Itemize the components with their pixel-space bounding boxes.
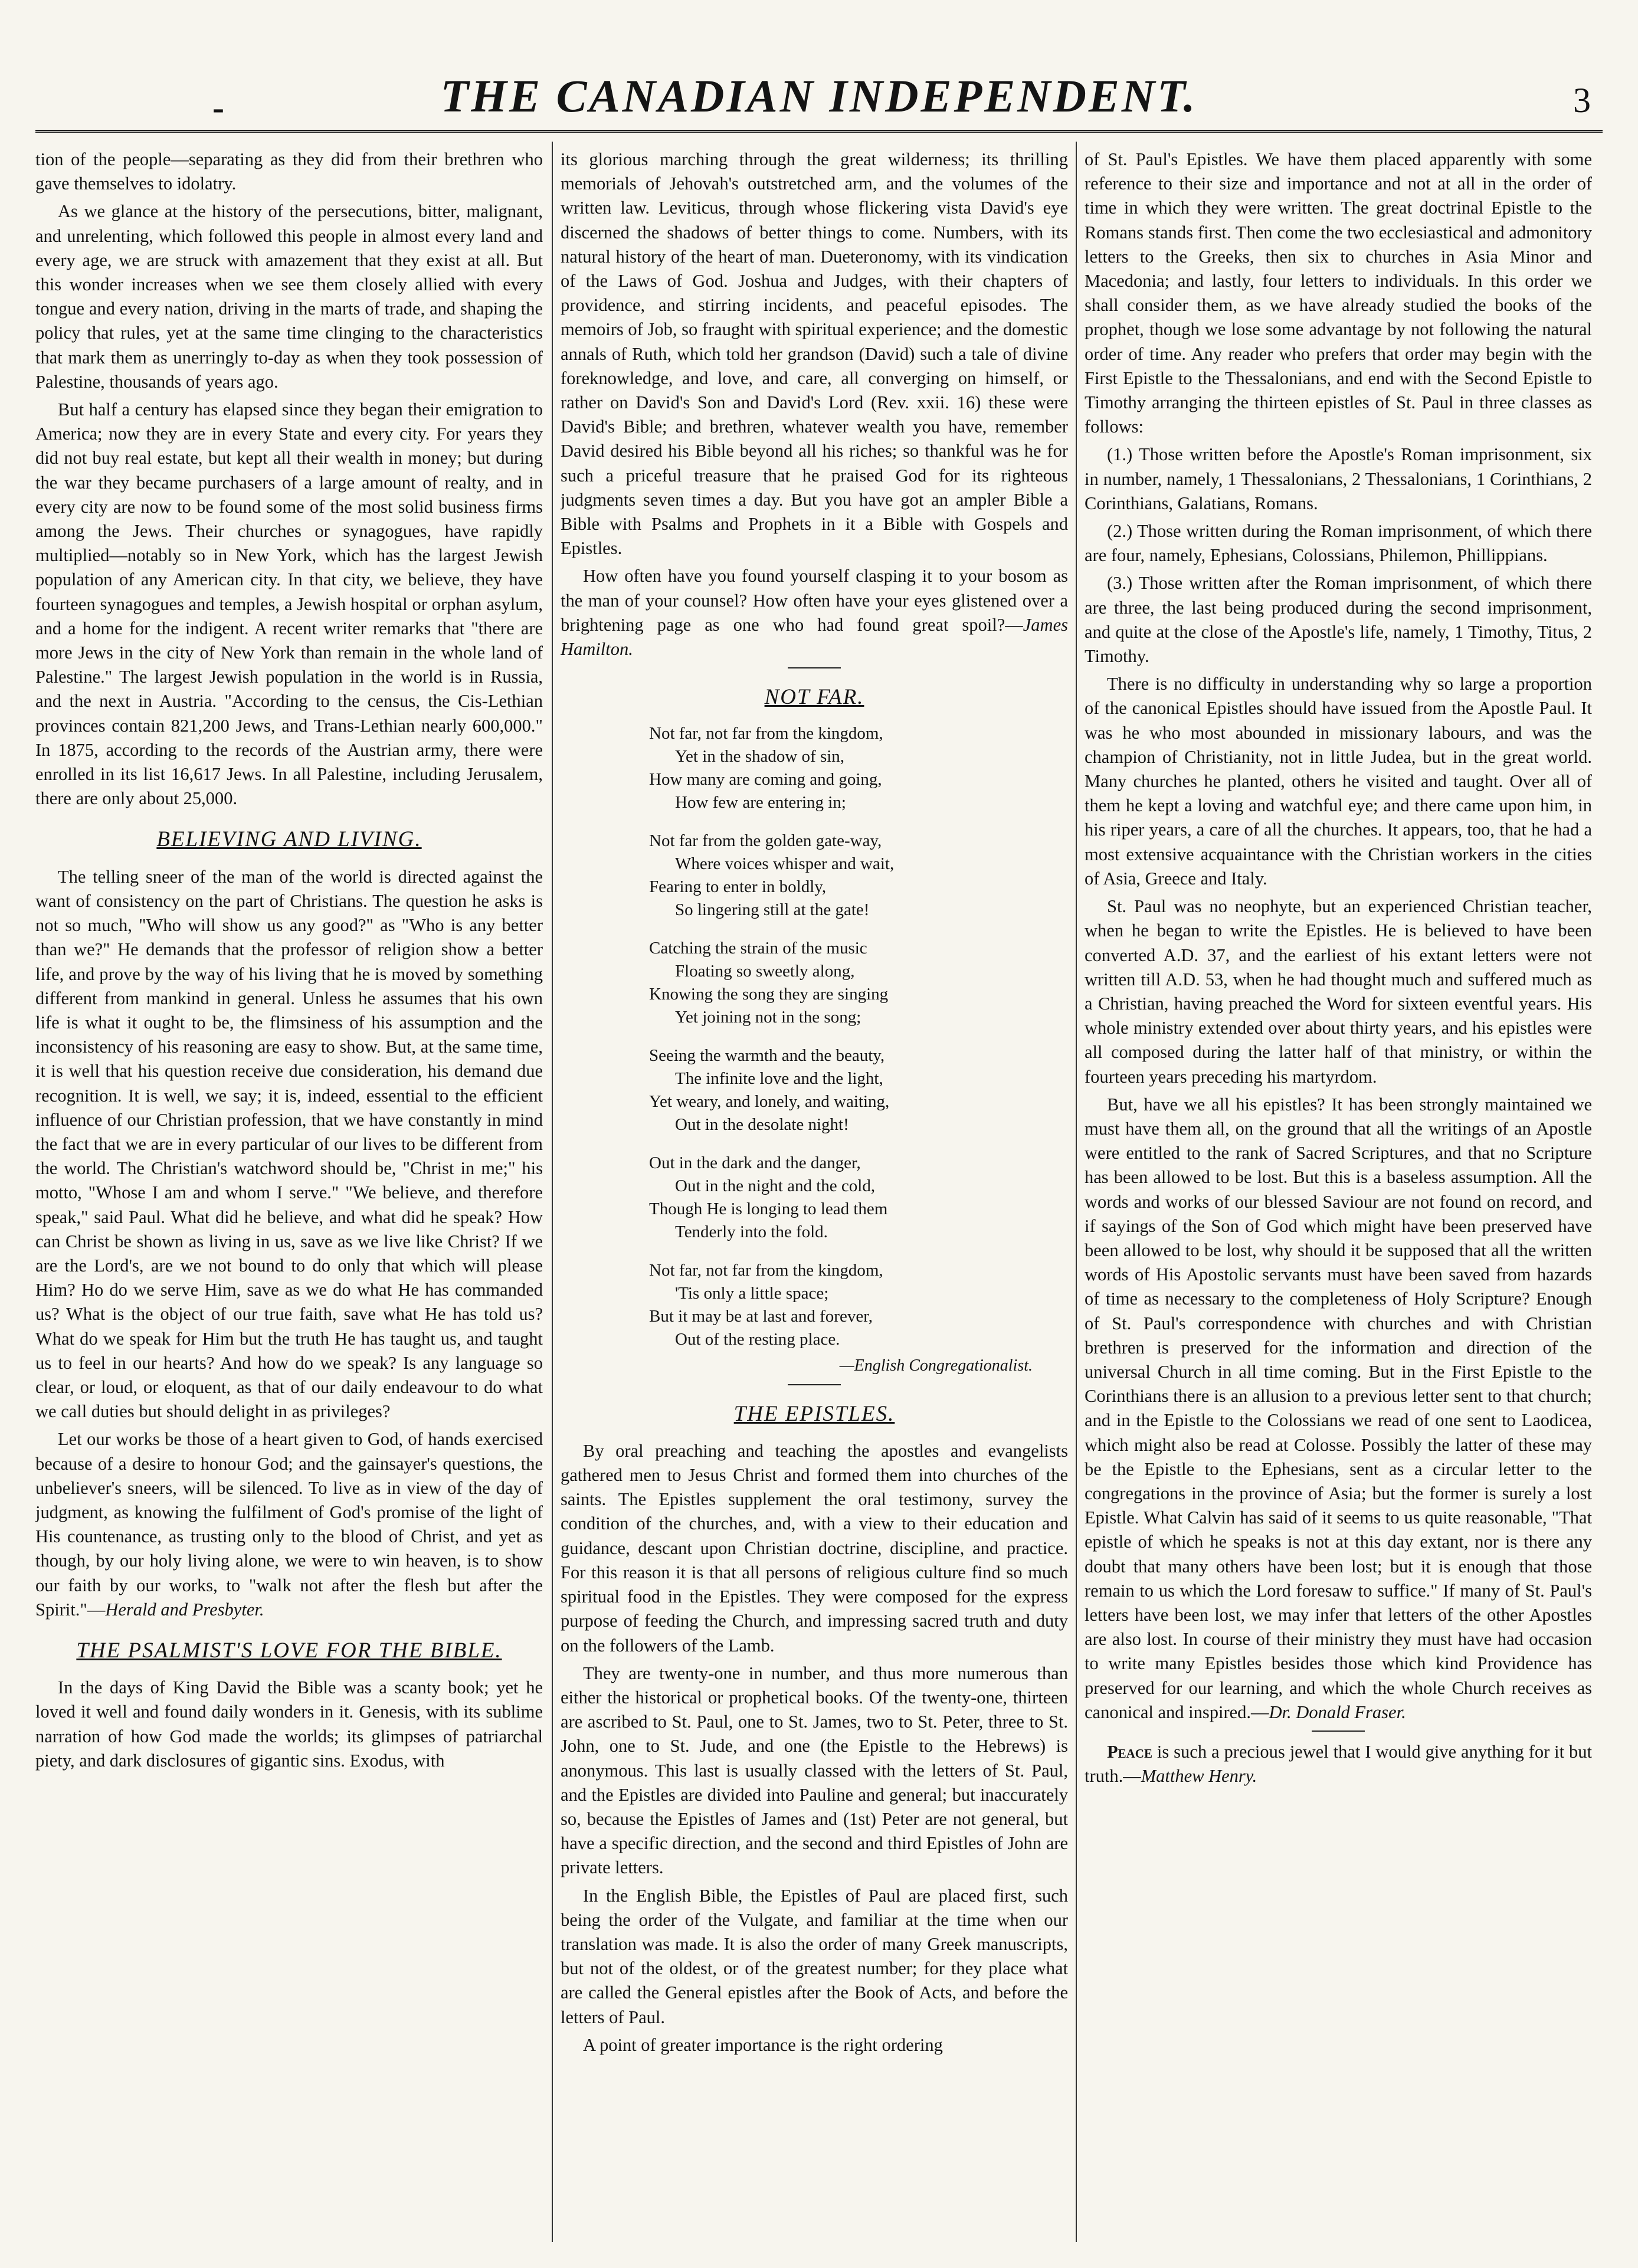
poem-line: The infinite love and the light,	[675, 1069, 883, 1089]
poem-line: But it may be at last and forever,	[649, 1307, 873, 1326]
attribution: James Hamilton.	[561, 614, 1068, 660]
poem-heading-not-far: NOT FAR.	[764, 685, 864, 710]
paragraph: (1.) Those written before the Apostle's Roman imprisonment, six in number, namely, 1 Thessalonians, 2 Thessalonians, 1 Corinthians, 2 Corinthians, Galatians, Romans.	[1085, 444, 1592, 513]
poem-line: So lingering still at the gate!	[675, 900, 870, 920]
poem-line: How many are coming and going,	[649, 770, 882, 789]
poem-stanza	[649, 1152, 1068, 1244]
poem-attribution: —English Congregationalist.	[839, 1356, 1033, 1375]
paragraph-text: But, have we all his epistles? It has been strongly maintained we must have them all, on the ground that all the writings of an Apostle were entitled to the rank of Sacred Scriptures, and that no Scripture has been allowed to be lost. But this is a baseless assumption. All the words and works of our blessed Saviour are not found on record, and if sayings of the Son of God which might have been preserved have been allowed to be lost, why should it be supposed that all the written words of His Apostolic servants must have been saved from hazards of time as necessary to the completeness of Holy Scripture? Enough of St. Paul's correspondence with churches and with Christian brethren is preserved for the information and direction of the universal Church in all time coming. But in the First Epistle to the Corinthians there is an allusion to a previous letter sent to that church; and in the Epistle to the Colossians we read of one sent to Laodicea, which might also be read at Colosse. Possibly the latter of these may be the Epistle to the Ephesians, sent as a circular letter to the congregations in the province of Asia; but the former is surely a lost Epistle. What Calvin has said of it seems to us quite reasonable, "That epistle of which he speaks is not at this day extant, nor is there any doubt that many others have been lost; but it is enough that those remain to us which the Lord foresaw to suffice." If many of St. Paul's letters have been lost, we may infer that letters of the other Apostles are also lost. In course of their ministry they must have had occasion to write many Epistles besides those which kind Providence has preserved for our learning, and which the whole Church receives as canonical and inspired.—	[1085, 1094, 1592, 1722]
poem-line: Though He is longing to lead them	[649, 1199, 888, 1219]
paragraph: St. Paul was no neophyte, but an experienced Christian teacher, when he began to write the Epistles. He is believed to have been converted A.D. 37, and the earliest of his extant letters were not written till A.D. 53, when he had thought much and suffered much as a Christian, having preached the Word for sixteen eventful years. His whole ministry extended over about thirty years, and his epistles were all composed during the latter half of that ministry, or within the fourteen years preceding his martyrdom.	[1085, 896, 1592, 1087]
poem-line: Yet in the shadow of sin,	[675, 747, 845, 766]
paragraph: They are twenty-one in number, and thus more numerous than either the historical or prophetical books. Of the twenty-one, thirteen are ascribed to St. Paul, one to St. James, two to St. Peter, three to St. John, one to St. Jude, and one (the Epistle to the Hebrews) is anonymous. This last is usually classed with the letters of St. Paul, and the Epistles are divided into Pauline and general; but inaccurately so, because the Epistles of James and (1st) Peter are not general, but have a specific direction, and the second and third Epistles of John are private letters.	[561, 1663, 1068, 1878]
paragraph: By oral preaching and teaching the apostles and evangelists gathered men to Jesus Christ and formed them into churches of the saints. The Epistles supplement the oral testimony, survey the condition of the churches, and, with a view to their education and guidance, descant upon Christian doctrine, discipline, and practice. For this reason it is that all persons of religious culture find so much spiritual food in the Epistles. They were composed for the express purpose of feeding the Church, and impressing sacred truth and duty on the followers of the Lamb.	[561, 1440, 1068, 1656]
poem-line: Not far from the golden gate-way,	[649, 831, 882, 851]
masthead	[35, 70, 1603, 135]
attribution: Herald and Presbyter.	[105, 1599, 264, 1620]
paragraph	[1085, 1740, 1592, 1788]
page-number: 3	[1573, 81, 1591, 120]
poem-line: Yet weary, and lonely, and waiting,	[649, 1092, 890, 1112]
paragraph-text: is such a precious jewel that I would give anything for it but truth.—	[1085, 1742, 1592, 1787]
poem-line: Where voices whisper and wait,	[675, 854, 895, 874]
article-heading-the-epistles: THE EPISTLES.	[733, 1401, 895, 1426]
poem-line: Out of the resting place.	[675, 1330, 840, 1349]
paragraph	[561, 564, 1068, 661]
poem-not-far	[649, 722, 1068, 1351]
attribution: Dr. Donald Fraser.	[1269, 1702, 1406, 1722]
poem-stanza	[649, 1044, 1068, 1136]
section-rule	[1312, 1731, 1365, 1732]
paragraph	[1085, 1093, 1592, 1725]
paragraph: In the days of King David the Bible was a scanty book; yet he loved it well and found daily wonders in it. Genesis, with its sublime narration of how God made the worlds; its glimpses of patriarchal piety, and dark disclosures of gigantic sins. Exodus, with	[35, 1677, 543, 1771]
paragraph: In the English Bible, the Epistles of Paul are placed first, such being the order of the Vulgate, and familiar at the time when our translation was made. It is also the order of many Greek manuscripts, but not of the oldest, or of the greatest number; for they place what are called the General epistles after the Book of Acts, and before the letters of Paul.	[561, 1885, 1068, 2027]
poem-line: Not far, not far from the kingdom,	[649, 724, 883, 743]
poem-line: Out in the night and the cold,	[675, 1176, 876, 1196]
paragraph: A point of greater importance is the right ordering	[583, 2034, 943, 2055]
poem-line: Seeing the warmth and the beauty,	[649, 1046, 885, 1066]
column-1	[35, 148, 543, 2236]
paragraph-text: Let our works be those of a heart given to God, of hands exercised because of a desire to honour God; and the gainsayer's questions, the unbeliever's sneers, will be silenced. To live as in view of the day of judgment, as knowing the fulfilment of God's promise of the light of His countenance, as trusting only to the blood of Christ, and yet as though, by our holy living alone, we were to win heaven, is to show our faith by our works, to "walk not after the flesh but after the Spirit."—	[35, 1429, 543, 1620]
poem-stanza	[649, 722, 1068, 814]
paragraph: The telling sneer of the man of the world is directed against the want of consistency on the part of Christians. The question he asks is not so much, "Who will show us any good?" as "Who is any better than we?" He demands that the professor of religion show a better life, and prove by the way of his living that he is moved by something different from mankind in general. Unless he assumes that his own life is what it ought to be, the flimsiness of his assumption and the inconsistency of his reasoning are easy to show. But, at the same time, it is well that his question receive due consideration, his demand due recognition. It is well, we say; it is, indeed, essential to the efficient influence of our Christian profession, that we have constantly in mind the fact that we are in every particular of our lives to be different from the world. The Christian's watchword should be, "Christ in me;" his motto, "Whose I am and whom I serve." "We believe, and therefore speak," said Paul. What did he believe, and what did he speak? How can Christ be shown as living in us, save as we live like Christ? If we are the Lord's, are we not bound to do only that which will please Him? Ho do we serve Him, save as we do what He has commanded us? What is the object of our true faith, save what He has told us? What do we speak for Him but the truth He has taught us, and taught us to feel in our hearts? And how do we speak? Is any language so clear, or loud, or eloquent, as that of our daily endeavour to do what we call duties but should delight in as privileges?	[35, 866, 543, 1422]
paragraph: of St. Paul's Epistles. We have them placed apparently with some reference to their size and importance and not at all in the order of time in which they were written. The great doctrinal Epistle to the Romans stands first. Then come the two ecclesiastical and admonitory letters to the Greeks, then six to churches in Asia Minor and Macedonia; and lastly, four letters to individuals. In this order we shall consider them, as we have already studied the books of the prophet, though we lose some advantage by not following the natural order of time. Any reader who prefers that order may begin with the First Epistle to the Thessalonians, and end with the Second Epistle to Timothy arranging the thirteen epistles of St. Paul in three classes as follows:	[1085, 149, 1592, 437]
poem-line: Not far, not far from the kingdom,	[649, 1261, 883, 1280]
masthead-dash: -	[212, 88, 224, 127]
poem-line: Out in the desolate night!	[675, 1115, 849, 1135]
poem-line: Fearing to enter in boldly,	[649, 877, 827, 897]
paragraph: (3.) Those written after the Roman imprisonment, of which there are three, the last being produced during the second imprisonment, and quite at the close of the Apostle's life, namely, 1 Timothy, Titus, 2 Timothy.	[1085, 573, 1592, 667]
article-heading-psalmists-love: THE PSALMIST'S LOVE FOR THE BIBLE.	[76, 1638, 502, 1663]
section-rule	[788, 667, 841, 668]
paragraph: its glorious marching through the great wilderness; its thrilling memorials of Jehovah's outstretched arm, and the volumes of the written law. Leviticus, through whose flickering vista David's eye discerned the shadows of better things to come. Numbers, with its natural history of the heart of man. Dueteronomy, with its vindication of the Laws of God. Joshua and Judges, with their chapters of providence, and stirring incidents, and peaceful episodes. The memoirs of Job, so fraught with spiritual experience; and the domestic annals of Ruth, which told her grandson (David) such a tale of divine foreknowledge, and love, and care, all converging on himself, or rather on David's Son and David's Lord (Rev. xxii. 16) these were David's Bible; and brethren, whatever wealth you have, remember David desired his Bible beyond all his riches; so thankful was he for such a priceful treasure that he praised God for its righteous judgments seven times a day. But you have got an ampler Bible a Bible with Psalms and Prophets in it a Bible with Gospels and Epistles.	[561, 149, 1068, 559]
poem-line: How few are entering in;	[675, 793, 846, 812]
paragraph: But half a century has elapsed since they began their emigration to America; now they are in every State and every city. For years they did not buy real estate, but kept all their wealth in money; but during the war they became purchasers of a large amount of realty, and in every city are now to be found some of the most solid business firms among the Jews. Their churches or synagogues, have rapidly multiplied—notably so in New York, which has the largest Jewish population of any American city. In that city, we believe, they have fourteen synagogues and temples, a Jewish hospital or orphan asylum, and a home for the indigent. A recent writer remarks that "there are more Jews in the city of New York than remain in the whole land of Palestine." The largest Jewish population in the world is in Russia, and the next in Austria. "According to the census, the Cis-Lethian provinces contain 821,200 Jews, and Trans-Lethian nearly 600,000." In 1875, according to the records of the Austrian army, there were enrolled in its list 16,617 Jews. In all Palestine, including Jerusalem, there are only about 25,000.	[35, 399, 543, 809]
column-3	[1085, 148, 1592, 2236]
column-divider-2	[1076, 142, 1077, 2242]
paragraph	[35, 1427, 543, 1622]
paragraph: tion of the people—separating as they did from their brethren who gave themselves to idolatry.	[35, 149, 543, 194]
newspaper-title: THE CANADIAN INDEPENDENT.	[440, 70, 1198, 122]
poem-line: Out in the dark and the danger,	[649, 1153, 861, 1173]
poem-line: Catching the strain of the music	[649, 939, 867, 958]
poem-stanza	[649, 937, 1068, 1029]
poem-line: Knowing the song they are singing	[649, 985, 889, 1004]
masthead-rule	[35, 130, 1603, 133]
poem-stanza	[649, 830, 1068, 922]
poem-line: Yet joining not in the song;	[675, 1008, 861, 1027]
poem-line: 'Tis only a little space;	[675, 1284, 829, 1303]
paragraph: (2.) Those written during the Roman imprisonment, of which there are four, namely, Ephesians, Colossians, Philemon, Phillippians.	[1085, 521, 1592, 566]
paragraph: There is no difficulty in understanding why so large a proportion of the canonical Epistles should have issued from the Apostle Paul. It was he who most abounded in missionary labours, and was the champion of Christianity, not in little Judea, but in the great world. Many churches he planted, others he visited and taught. Over all of them he kept a loving and watchful eye; and there came upon him, in his riper years, a care of all the churches. It appears, too, that he had a most extensive acquaintance with the Christian workers in the cities of Asia, Greece and Italy.	[1085, 674, 1592, 889]
paragraph: As we glance at the history of the persecutions, bitter, malignant, and unrelenting, which followed this people in almost every land and every age, we are struck with amazement that they exist at all. But this wonder increases when we see them closely allied with every tongue and every nation, driving in the marts of trade, and shaping the policy that rules, yet at the same time clinging to the characteristics that mark them as unerringly to-day as when they took possession of Palestine, thousands of years ago.	[35, 201, 543, 392]
section-rule	[788, 1384, 841, 1385]
small-caps-lead: Peace	[1107, 1742, 1152, 1762]
attribution: Matthew Henry.	[1141, 1766, 1257, 1787]
column-2	[561, 148, 1068, 2236]
article-heading-believing-and-living: BELIEVING AND LIVING.	[156, 827, 422, 852]
poem-line: Floating so sweetly along,	[675, 962, 855, 981]
poem-line: Tenderly into the fold.	[675, 1223, 828, 1242]
column-divider-1	[552, 142, 553, 2242]
poem-stanza	[649, 1259, 1068, 1351]
paragraph-text: How often have you found yourself clasping it to your bosom as the man of your counsel? How often have your eyes glistened over a brightening page as one who had found great spoil?—	[561, 566, 1068, 635]
